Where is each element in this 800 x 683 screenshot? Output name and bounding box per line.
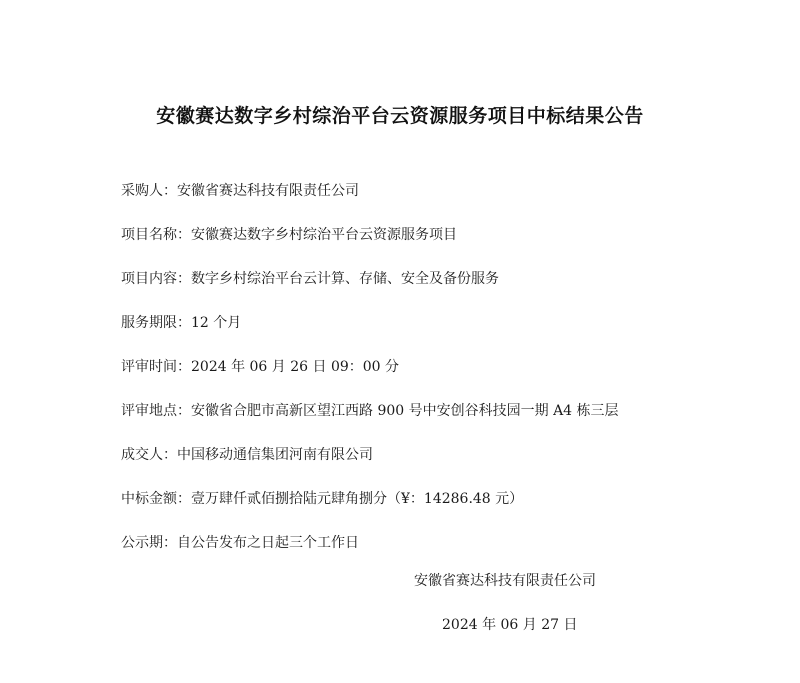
field-value: 中国移动通信集团河南有限公司 xyxy=(177,447,373,463)
field-value: 自公告发布之日起三个工作日 xyxy=(177,535,359,551)
announcement-fields xyxy=(121,176,771,572)
field-label: 中标金额： xyxy=(121,491,191,507)
field-label: 项目名称： xyxy=(121,227,191,243)
field-label: 服务期限： xyxy=(121,315,191,331)
field-label: 采购人： xyxy=(121,183,177,199)
field-label: 评审地点： xyxy=(121,403,191,419)
field-value: 安徽省赛达科技有限责任公司 xyxy=(177,183,359,199)
field-value: 安徽赛达数字乡村综治平台云资源服务项目 xyxy=(191,227,457,243)
field-label: 成交人： xyxy=(121,447,177,463)
page-title: 安徽赛达数字乡村综治平台云资源服务项目中标结果公告 xyxy=(156,105,644,127)
field-winning-bidder xyxy=(121,440,771,484)
field-review-location xyxy=(121,396,771,440)
field-value: 2024 年 06 月 26 日 09：00 分 xyxy=(191,359,400,375)
field-project-name xyxy=(121,220,771,264)
field-value: 安徽省合肥市高新区望江西路 900 号中安创谷科技园一期 A4 栋三层 xyxy=(191,403,619,419)
field-label: 公示期： xyxy=(121,535,177,551)
field-bid-amount xyxy=(121,484,771,528)
field-purchaser xyxy=(121,176,771,220)
signature-date: 2024 年 06 月 27 日 xyxy=(442,617,578,633)
signature-organization: 安徽省赛达科技有限责任公司 xyxy=(414,573,596,589)
field-value: 壹万肆仟贰佰捌拾陆元肆角捌分（¥：14286.48 元） xyxy=(191,491,524,507)
field-value: 数字乡村综治平台云计算、存储、安全及备份服务 xyxy=(191,271,499,287)
field-value: 12 个月 xyxy=(191,315,242,331)
field-label: 评审时间： xyxy=(121,359,191,375)
field-service-period xyxy=(121,308,771,352)
field-project-content xyxy=(121,264,771,308)
field-label: 项目内容： xyxy=(121,271,191,287)
field-review-time xyxy=(121,352,771,396)
